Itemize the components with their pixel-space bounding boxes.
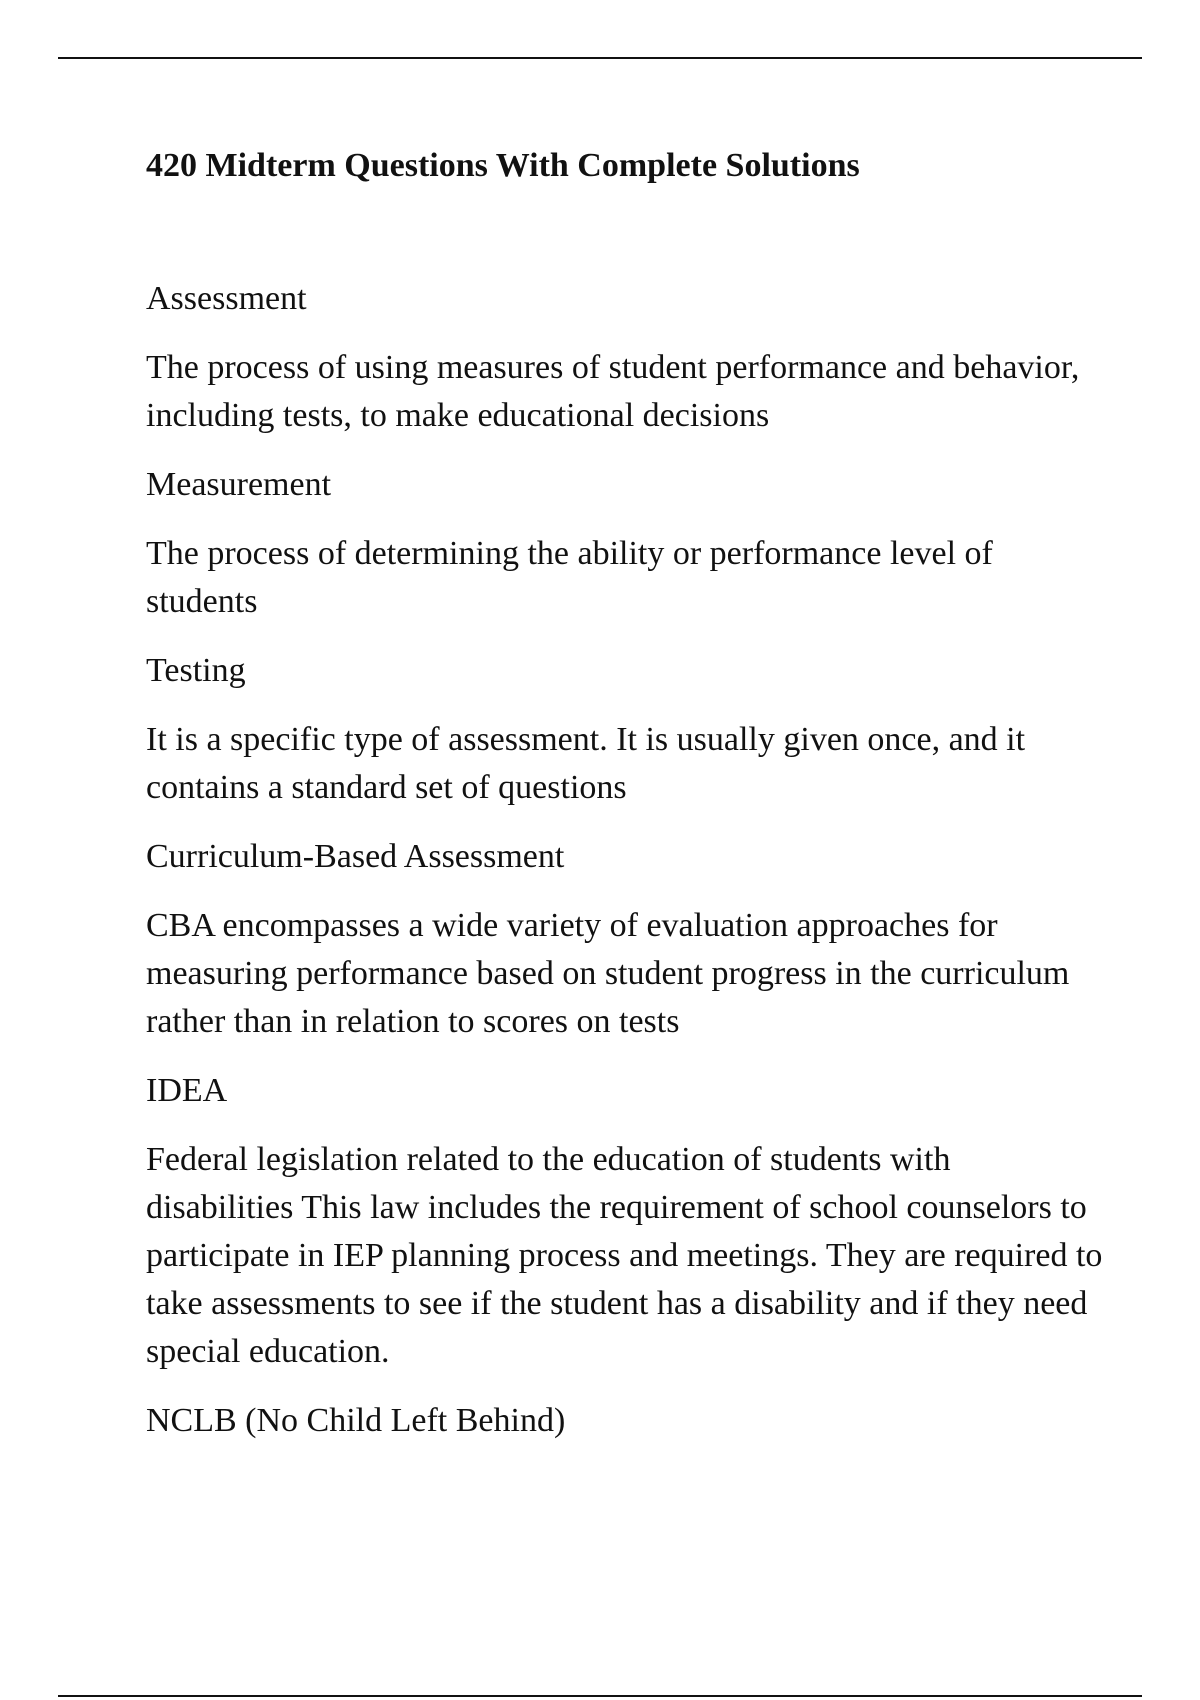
term: Curriculum-Based Assessment (146, 838, 565, 875)
entry-idea (146, 1067, 1106, 1376)
term: Measurement (146, 466, 332, 503)
footer-rule (58, 1695, 1142, 1697)
definition: It is a specific type of assessment. It is usually given once, and it contains a standard set of questions (146, 721, 1026, 806)
entry-curriculum-based-assessment (146, 833, 1106, 1046)
entry-testing (146, 647, 1106, 812)
entry-measurement (146, 461, 1106, 626)
term: NCLB (No Child Left Behind) (146, 1402, 566, 1439)
header-rule (58, 57, 1142, 59)
definition: CBA encompasses a wide variety of evaluation approaches for measuring performance based on student progress in the curriculum rather than in relation to scores on tests (146, 907, 1070, 1040)
term: Testing (146, 652, 246, 689)
document-title: 420 Midterm Questions With Complete Solutions (146, 147, 860, 184)
term: Assessment (146, 280, 307, 317)
definition: The process of using measures of student performance and behavior, including tests, to make educational decisions (146, 349, 1080, 434)
definition: The process of determining the ability or performance level of students (146, 535, 993, 620)
document-body (146, 142, 1106, 1466)
term: IDEA (146, 1072, 228, 1109)
entry-nclb (146, 1397, 1106, 1445)
entry-assessment (146, 275, 1106, 440)
definition: Federal legislation related to the education of students with disabilities This law includes the requirement of school counselors to participate in IEP planning process and meetings. They are required to take assessments to see if the student has a disability and if they need special education. (146, 1141, 1103, 1370)
